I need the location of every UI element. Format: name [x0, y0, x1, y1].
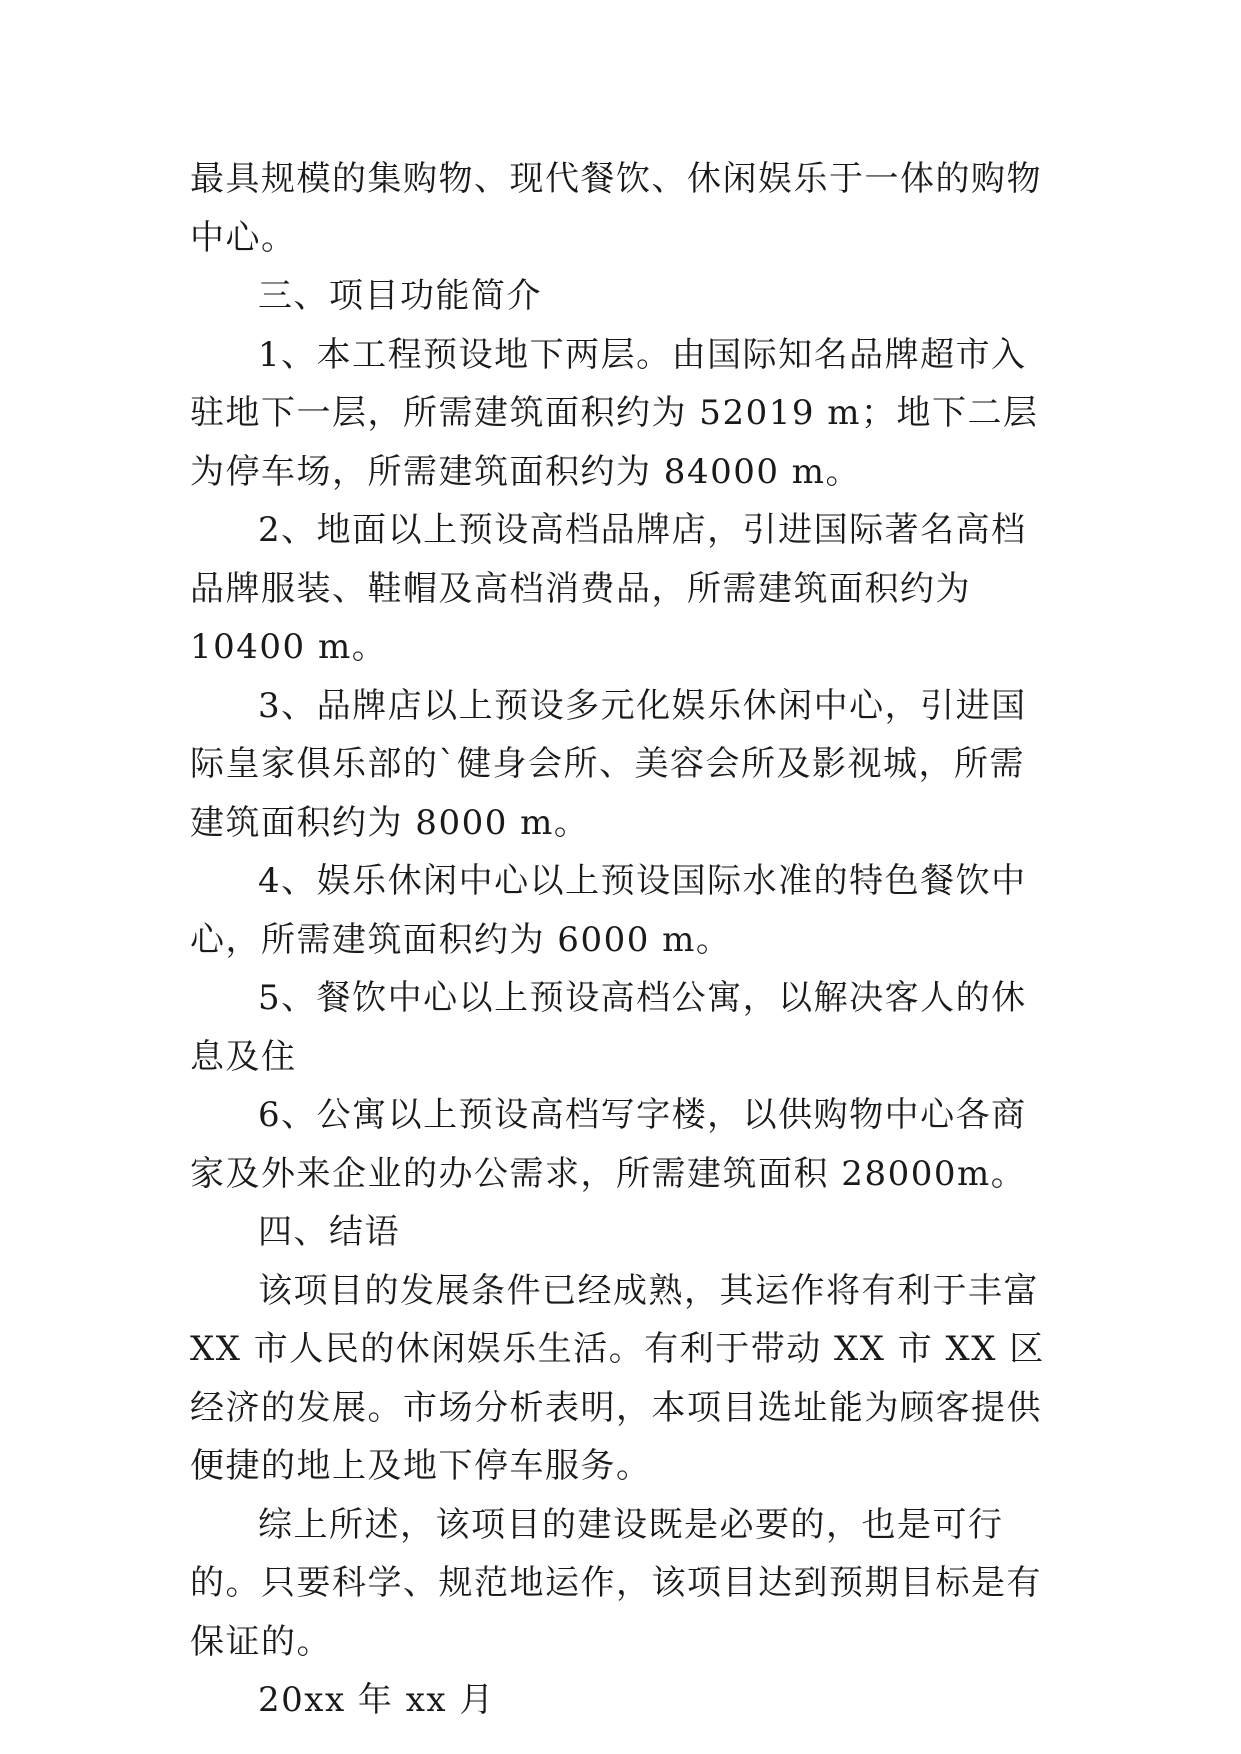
paragraph-item-2: 2、地面以上预设高档品牌店，引进国际著名高档品牌服装、鞋帽及高档消费品，所需建筑面积约为 10400 m。 [190, 510, 1027, 667]
document-body [190, 150, 1060, 1730]
section-heading-4: 四、结语 [258, 1212, 400, 1252]
conclusion-paragraph-2: 综上所述，该项目的建设既是必要的，也是可行的。只要科学、规范地运作，该项目达到预期目标是有保证的。 [190, 1504, 1042, 1662]
paragraph-item-5: 5、餐饮中心以上预设高档公寓，以解决客人的休息及住 [190, 978, 1027, 1077]
conclusion-paragraph-1: 该项目的发展条件已经成熟，其运作将有利于丰富 XX 市人民的休闲娱乐生活。有利于带动 XX 市 XX 区经济的发展。市场分析表明，本项目选址能为顾客提供便捷的地上及地下停车服务。 [190, 1270, 1045, 1486]
paragraph-item-4: 4、娱乐休闲中心以上预设国际水准的特色餐饮中心，所需建筑面积约为 6000 m。 [190, 861, 1027, 960]
paragraph-item-3: 3、品牌店以上预设多元化娱乐休闲中心，引进国际皇家俱乐部的`健身会所、美容会所及影视城，所需建筑面积约为 8000 m。 [190, 685, 1027, 843]
paragraph-item-6: 6、公寓以上预设高档写字楼，以供购物中心各商家及外来企业的办公需求，所需建筑面积 28000m。 [190, 1095, 1027, 1194]
section-heading-3: 三、项目功能简介 [258, 276, 542, 316]
paragraph-item-1: 1、本工程预设地下两层。由国际知名品牌超市入驻地下一层，所需建筑面积约为 52019 m；地下二层为停车场，所需建筑面积约为 84000 m。 [190, 334, 1039, 492]
document-date: 20xx 年 xx 月 [258, 1680, 495, 1720]
paragraph-1: 最具规模的集购物、现代餐饮、休闲娱乐于一体的购物中心。 [190, 159, 1042, 258]
